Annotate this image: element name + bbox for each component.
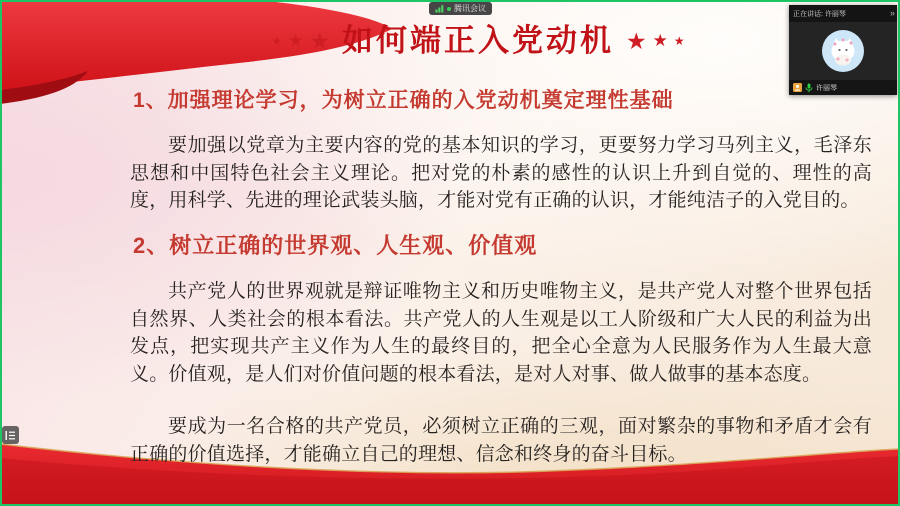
video-window-header xyxy=(789,5,897,22)
title-stars-left xyxy=(271,28,330,55)
slide-title xyxy=(28,24,900,58)
speaking-now-label: 正在讲话: 许丽琴 xyxy=(793,10,846,18)
title-stars-right xyxy=(626,28,685,55)
section-2-paragraph-1: 共产党人的世界观就是辩证唯物主义和历史唯物主义，是共产党人对整个世界包括自然界、人类社会的根本看法。共产党人的人生观是以工人阶级和广大人民的利益为出发点，把实现共产主义作为人生的最终目的，把全心全意为人民服务作为人生最大意义。价值观，是人们对价值问题的根本看法，是对人对事、做人做事的基本态度。 xyxy=(130,281,872,385)
participant-name-label: 许丽琴 xyxy=(816,84,837,92)
star-icon: ★ xyxy=(626,27,647,54)
meeting-app-label: 腾讯会议 xyxy=(454,4,486,13)
section-2-heading: 2、树立正确的世界观、人生观、价值观 xyxy=(133,233,538,258)
video-window-body xyxy=(789,22,897,80)
slide-title-text: 如何端正入党动机 xyxy=(342,23,614,58)
recording-status-dot xyxy=(447,7,451,11)
star-icon: ★ xyxy=(288,31,304,51)
star-icon: ★ xyxy=(673,34,685,49)
section-1-paragraph: 要加强以党章为主要内容的党的基本知识的学习，更要努力学习马列主义，毛泽东思想和中国特色社会主义理论。把对党的朴素的感性的认识上升到自觉的、理性的高度，用科学、先进的理论武装头脑，才能对党有正确的认识，才能纯洁子的入党目的。 xyxy=(130,135,872,211)
star-icon: ★ xyxy=(309,27,330,54)
section-1-heading: 1、加强理论学习，为树立正确的入党动机奠定理性基础 xyxy=(133,89,674,112)
avatar xyxy=(821,29,865,73)
star-icon: ★ xyxy=(271,34,283,49)
microphone-icon xyxy=(805,83,813,93)
meeting-sidebar-toggle-button[interactable] xyxy=(2,426,19,444)
list-panel-icon xyxy=(5,430,16,441)
star-icon: ★ xyxy=(652,31,668,51)
host-badge-icon xyxy=(793,83,802,92)
collapse-window-icon[interactable]: » xyxy=(889,8,893,18)
section-2-paragraph-2: 要成为一名合格的共产党员，必须树立正确的三观，面对繁杂的事物和矛盾才会有正确的价值选择，才能确立自己的理想、信念和终身的奋斗目标。 xyxy=(130,416,872,465)
participant-video-window[interactable] xyxy=(789,5,897,95)
video-name-bar xyxy=(789,80,897,95)
meeting-status-pill[interactable] xyxy=(429,2,492,15)
signal-strength-icon xyxy=(435,4,444,13)
